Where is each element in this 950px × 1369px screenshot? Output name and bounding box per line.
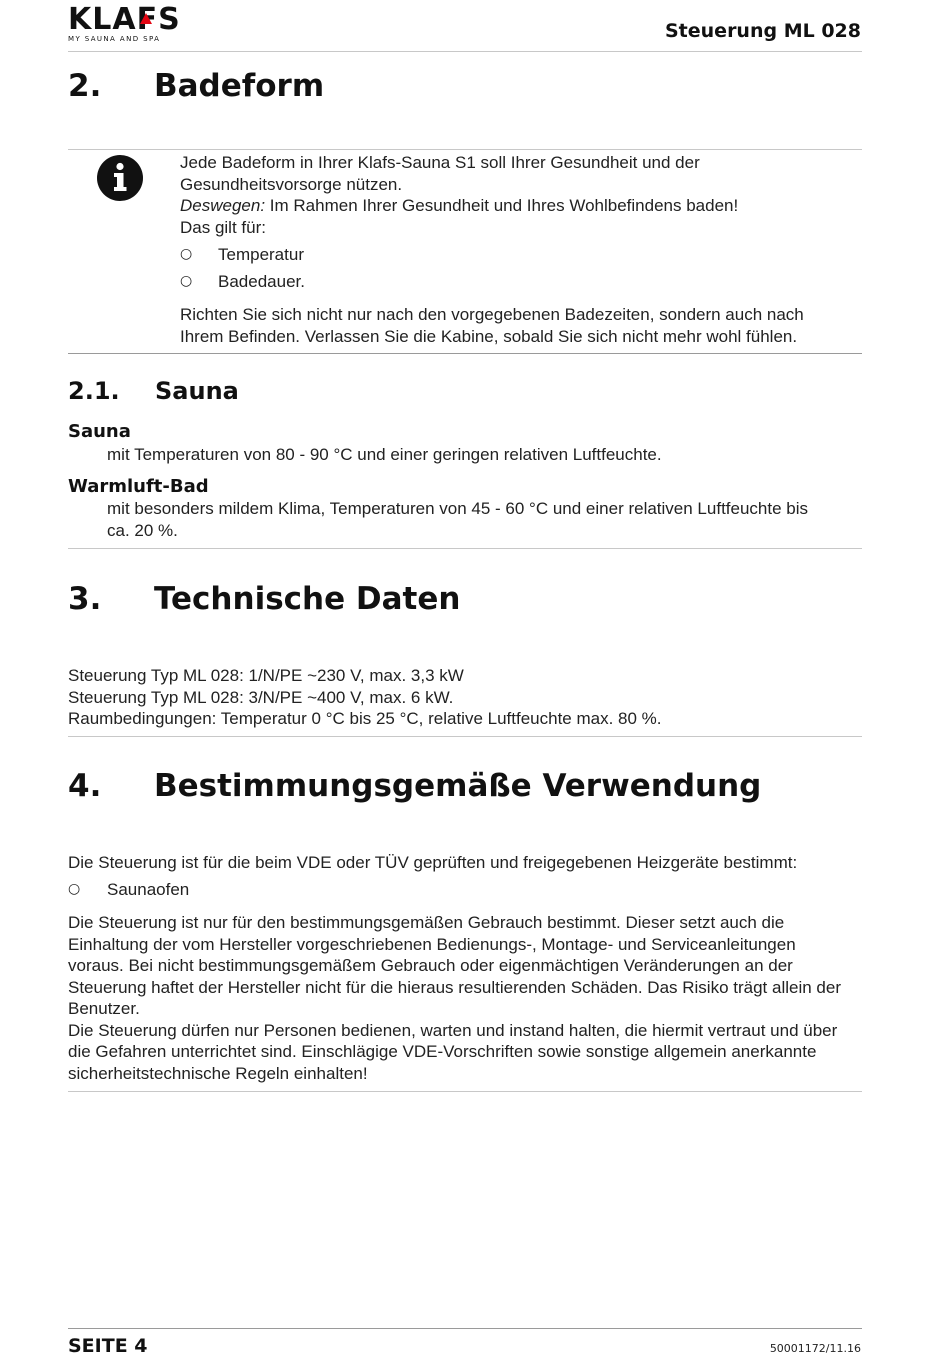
section-number: 3. — [68, 581, 102, 617]
paragraph-line: voraus. Bei nicht bestimmungsgemäßem Gebrauch oder eigenmächtigen Veränderungen an der — [68, 956, 793, 975]
section-divider — [68, 736, 862, 737]
paragraph-line: Steuerung haftet der Hersteller nicht für die hieraus resultierenden Schäden. Das Risiko trägt allein der — [68, 977, 841, 997]
technical-data — [68, 665, 858, 730]
logo: KLAFS — [68, 2, 181, 37]
info-box-bottom-divider — [68, 353, 862, 354]
logo-tagline: MY SAUNA AND SPA — [68, 35, 161, 43]
advice-line: Richten Sie sich nicht nur nach den vorgegebenen Badezeiten, sondern auch nach — [180, 305, 804, 324]
info-icon — [96, 154, 144, 202]
paragraph-line: Die Steuerung ist nur für den bestimmungsgemäßen Gebrauch bestimmt. Dieser setzt auch die — [68, 913, 785, 932]
advice-text — [180, 304, 860, 347]
paragraph-line: Einhaltung der vom Hersteller vorgeschriebenen Bedienungs-, Montage- und Serviceanleitungen — [68, 934, 796, 954]
term-label: Sauna — [68, 421, 131, 442]
list-item: Badedauer. — [218, 272, 305, 291]
description-line: mit besonders mildem Klima, Temperaturen von 45 - 60 °C und einer relativen Luftfeuchte bis — [107, 499, 809, 518]
document-title: Steuerung ML 028 — [665, 20, 861, 42]
bullet-icon: ○ — [180, 246, 193, 262]
section-title: Technische Daten — [154, 581, 461, 617]
spec-line: Raumbedingungen: Temperatur 0 °C bis 25 °C, relative Luftfeuchte max. 80 %. — [68, 709, 662, 728]
list-item: Saunaofen — [107, 880, 190, 899]
section-title: Badeform — [154, 68, 325, 104]
deswegen-text: Im Rahmen Ihrer Gesundheit und Ihres Wohlbefindens baden! — [265, 196, 739, 215]
intended-use-intro: Die Steuerung ist für die beim VDE oder TÜV geprüften und freigegebenen Heizgeräte bestimmt: — [68, 853, 798, 872]
logo-triangle-icon — [140, 13, 152, 24]
section-divider — [68, 1091, 862, 1092]
paragraph-line: die Gefahren unterrichtet sind. Einschlägige VDE-Vorschriften sowie sonstige allgemein anerkannte — [68, 1042, 817, 1061]
info-line: Gesundheitsvorsorge nützen. — [180, 174, 403, 194]
header-divider — [68, 51, 862, 52]
bullet-icon: ○ — [180, 273, 193, 289]
section-2-heading — [68, 68, 768, 108]
term-description: mit Temperaturen von 80 - 90 °C und einer geringen relativen Luftfeuchte. — [107, 445, 662, 464]
gilt-fuer-line: Das gilt für: — [180, 217, 266, 237]
term-description — [107, 498, 857, 541]
footer-divider — [68, 1328, 862, 1329]
page-number: SEITE 4 — [68, 1335, 148, 1357]
advice-line: Ihrem Befinden. Verlassen Sie die Kabine, sobald Sie sich nicht mehr wohl fühlen. — [180, 326, 798, 346]
spec-line: Steuerung Typ ML 028: 3/N/PE ~400 V, max. 6 kW. — [68, 687, 454, 707]
paragraph-line: Benutzer. — [68, 999, 140, 1018]
section-title: Sauna — [155, 377, 239, 405]
term-label: Warmluft-Bad — [68, 476, 209, 497]
info-text-block — [180, 152, 860, 238]
document-number: 50001172/11.16 — [769, 1342, 861, 1355]
section-number: 2. — [68, 68, 102, 104]
section-4-heading — [68, 768, 868, 808]
description-line: ca. 20 %. — [107, 520, 178, 540]
section-divider — [68, 548, 862, 549]
section-2-1-heading — [68, 377, 468, 409]
list-item: Temperatur — [218, 245, 304, 264]
deswegen-line — [180, 195, 860, 217]
spec-line: Steuerung Typ ML 028: 1/N/PE ~230 V, max. 3,3 kW — [68, 666, 464, 685]
paragraph-line: Die Steuerung dürfen nur Personen bedienen, warten und instand halten, die hiermit vertraut und über — [68, 1020, 838, 1040]
paragraph-line: sicherheitstechnische Regeln einhalten! — [68, 1063, 368, 1083]
section-number: 2.1. — [68, 377, 120, 405]
section-3-heading — [68, 581, 768, 621]
section-title: Bestimmungsgemäße Verwendung — [154, 768, 762, 804]
info-line: Jede Badeform in Ihrer Klafs-Sauna S1 soll Ihrer Gesundheit und der — [180, 153, 700, 172]
deswegen-label: Deswegen: — [180, 196, 266, 215]
section-number: 4. — [68, 768, 102, 804]
intended-use-text — [68, 912, 858, 1084]
bullet-icon: ○ — [68, 881, 81, 897]
info-box-top-divider — [68, 149, 862, 150]
